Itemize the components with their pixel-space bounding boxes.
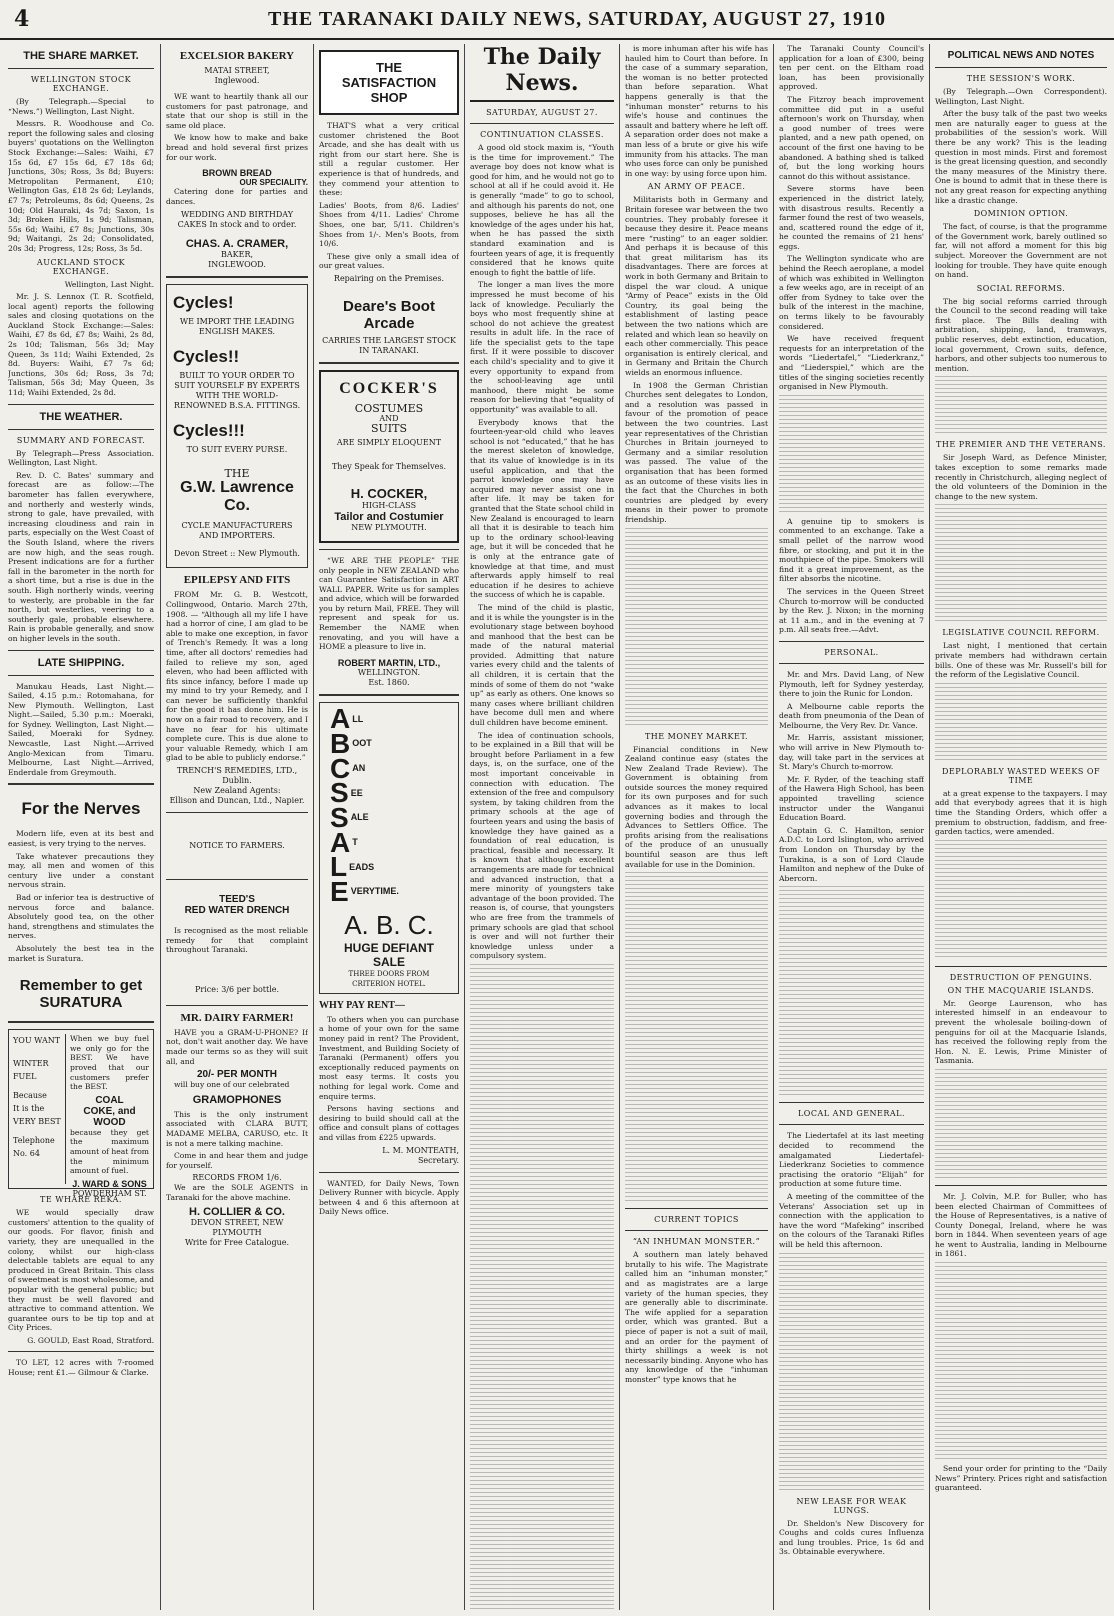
ad-text: Come in and hear them and judge for yourself.: [166, 1151, 308, 1170]
penguins-heading: DESTRUCTION OF PENGUINS.: [949, 972, 1093, 982]
abc-initial: A: [330, 826, 351, 858]
abc-word: OOT: [352, 738, 372, 749]
article-text: Dr. Sheldon's New Discovery for Coughs and colds cures Influenza and lung troubles. Price, 1s 6d and 3s. Obtainable everywhere.: [779, 1518, 924, 1557]
article-text-continued: [935, 840, 1107, 960]
cocker-owner: H. COCKER,: [350, 485, 428, 501]
divider: [8, 404, 154, 405]
article-text: Militarists both in Germany and Britain foresee war between the two countries. They probably foresee it because they desire it. Peace means mere “rusting” to an eager soldier. And perhaps it is because of this that great militarism has its disadvantages. There are forces at work in both Germany and Britain to dispel the war cloud. A unique “Army of Peace” exists in the Old Country, its goal being the establishment of lasting peace between the two nations which are related and which lean so heavily on each other commercially. This peace organisation is entirely clerical, and in Germany and Britain the Church wields an enormous influence.: [625, 195, 768, 377]
divider: [319, 694, 459, 696]
cocker-trade: Tailor and Costumier: [334, 510, 444, 523]
dominion-heading: DOMINION OPTION.: [973, 209, 1069, 219]
brown-bread: BROWN BREAD: [202, 168, 272, 179]
abc-acrostic: [330, 703, 448, 907]
nerves-ad-heading: For the Nerves: [21, 799, 141, 819]
divider: [779, 1124, 924, 1125]
bakery-name: EXCELSIOR BAKERY: [179, 50, 295, 62]
cocker-speak: They Speak for Themselves.: [331, 461, 447, 471]
deare-line-1: Deare's Boot: [343, 297, 435, 315]
suratura-line2: SURATURA: [39, 994, 123, 1012]
cocker-place: NEW PLYMOUTH.: [351, 522, 427, 532]
divider: [8, 68, 154, 69]
premier-heading: THE PREMIER AND THE VETERANS.: [936, 440, 1106, 450]
session-heading: THE SESSION'S WORK.: [966, 74, 1076, 83]
cocker-and: AND: [379, 413, 399, 423]
ad-text: Is recognised as the most reliable remedy for that complaint throughout Taranaki.: [166, 926, 308, 955]
auckland-exchange-heading: AUCKLAND STOCK EXCHANGE.: [36, 257, 126, 276]
cycles-firm-2: Co.: [224, 497, 250, 515]
ad-text: We know how to make and bake bread and hold several first prizes for our work.: [166, 133, 308, 162]
cocker-suits: SUITS: [370, 421, 408, 435]
article-text: Rev. D. C. Bates' summary and forecast are as follow:—The barometer has fallen everywhere, and northerly and westerly winds, strong to gale, have prevailed, with increasing cloudiness and rain in parts, especially on the West Coast of the South Island, where the rivers are now high, and the seas rough. Present indications are for a further fall in the barometer in the north for a short time, but a rise is due in the south. High northerly winds, veering to westerly, are probable in the far north, but westerlies, veering to a southerly gale, probable elsewhere. Rain is probable generally, and snow on higher levels in the south.: [8, 470, 154, 643]
abc-where: THREE DOORS FROM CRITERION HOTEL.: [348, 969, 430, 988]
article-text: The idea of continuation schools, to be explained in a Bill that will be brought before Parliament in a few days, is, on the surface, one of the most important conceivable in connection with education. The extension of the free and compulsory system, by taking children from the primary schools at the age of fourteen years and using the basis of knowledge they have gained as a foundation of real education, is practical, feasible and necessary. It is known that although excellent arrangements are made for technical and advanced instruction, that a mere minority of youngsters take advantage of the boon provided. The reason is, of course, that youngsters who are free from the trammels of primary schools are glad that school is over and will not further their knowledge unless under a compulsory system.: [470, 730, 614, 961]
article-text: Mr. J. Colvin, M.P. for Buller, who has been elected Chairman of Committees of the House of Representatives, is a native of County Donegal, Ireland, where he was born in 1844. When seventeen years of age he went to Australia, landing in Melbourne in 1861.: [935, 1191, 1107, 1259]
epilepsy-heading: EPILEPSY AND FITS: [183, 574, 291, 587]
abc-initial: S: [330, 801, 349, 833]
article-text: Mr. Harris, assistant missioner, who will arrive in New Plymouth to-day, will take part in the services at St. Mary's Church to-morrow.: [779, 733, 924, 772]
abc-initial: L: [330, 851, 348, 883]
page-number: 4: [14, 6, 30, 32]
fuel-ad-right: [65, 1034, 149, 1198]
ad-text: WE would specially draw customers' attention to the quality of our goods. For flavor, finish and variety, they are unequalled in the colony, whilst our high-class delectable tablets are equal to any produced in Great Britain. This class of sweetmeat is most wholesome, and popular with the general public; but they must be well flavored and attractive to command attention. We guarantee ours to be tip top and at City Prices.: [8, 1208, 154, 1333]
epilepsy-agents-2: Ellison and Duncan, Ltd., Napier.: [169, 796, 305, 806]
very-best: VERY BEST: [13, 1117, 61, 1127]
column-2: [166, 44, 308, 1610]
collier-address: DEVON STREET, NEW PLYMOUTH: [190, 1217, 284, 1237]
column-5: [625, 44, 768, 1610]
abc-sale: HUGE DEFIANT SALE: [344, 940, 434, 969]
weeks-heading: DEPLORABLY WASTED WEEKS OF TIME: [941, 766, 1101, 785]
abc-word: T: [352, 836, 358, 847]
epilepsy-agents: New Zealand Agents:: [193, 786, 281, 796]
article-text: Mr. F. Ryder, of the teaching staff of the Hawera High School, has been appointed travelling science instructor under the Wanganui Education Board.: [779, 774, 924, 823]
collier-firm: H. COLLIER & CO.: [189, 1205, 285, 1218]
article-text: at a great expense to the taxpayers. I may add that everybody agrees that it is high time the Standing Orders, which offer a premium to obstruction, faddism, and free-garden tactics, were amended.: [935, 788, 1107, 837]
editorial-date: SATURDAY, AUGUST 27.: [486, 108, 598, 117]
abc-initial: E: [330, 875, 349, 907]
newspaper-title: THE TARANAKI DAILY NEWS, SATURDAY, AUGUST 27, 1910: [268, 8, 886, 30]
rent-signature: L. M. MONTEATH,: [382, 1145, 459, 1155]
cocker-eloquent: ARE SIMPLY ELOQUENT: [336, 437, 442, 447]
article-text: The longer a man lives the more impressed he must become of his lack of knowledge. Peculiarly the boys who most frequently shine at school do not achieve the greatest results in adult life. In the race of life the specialist gets to the tape first. If it were possible to discover each child's speciality and to give it every opportunity to expand from the school-leaving age until manhood, there might be some reason for believing that “equality of opportunity” was available to all.: [470, 280, 614, 415]
satisfaction-line-1: THE: [376, 60, 402, 75]
shipping-heading: LATE SHIPPING.: [37, 656, 125, 669]
article-text: In 1908 the German Christian Churches sent delegates to London, and a resolution was passed in favour of the promotion of peace between the two countries. Last year representatives of the Christian Churches in Britain journeyed to Germany and a similar resolution was passed. The value of the organisation that has been formed as an outcome of these visits lies in the fact that the Churches in both countries are pledged by every means in their power to promote friendship.: [625, 380, 768, 524]
article-text: A genuine tip to smokers is commented to an exchange. Take a small pellet of the narrow wood fibre, or stocking, and put it in the mouthpiece of the pipe. Smokers will find it a great improvement, as the filter absorbs the nicotine.: [779, 516, 924, 584]
masthead: [0, 0, 1114, 40]
monster-heading: “AN INHUMAN MONSTER.”: [632, 1237, 761, 1247]
wood: WOOD: [93, 1116, 126, 1128]
rewa-signature: G. GOULD, East Road, Stratford.: [27, 1335, 154, 1345]
column-rule: [160, 44, 161, 1610]
column-3: [319, 44, 459, 1610]
fuel-firm: J. WARD & SONS: [72, 1178, 147, 1189]
fuel-ad: [8, 1029, 154, 1198]
divider: [166, 276, 308, 278]
ad-text: will buy one of our celebrated: [174, 1080, 290, 1090]
divider: [8, 1351, 154, 1352]
topics-heading: CURRENT TOPICS: [654, 1215, 739, 1225]
cycles-heading-3: Cycles!!!: [173, 421, 245, 441]
ad-text: Modern life, even at its best and easiest, is very trying to the nerves.: [8, 829, 154, 849]
article-text-continued: [625, 528, 768, 728]
article-text-continued: [935, 1069, 1107, 1179]
ad-text: We are the SOLE AGENTS in Taranaki for the above machine.: [166, 1183, 308, 1202]
coke: COKE, and: [83, 1105, 136, 1117]
divider: [935, 1185, 1107, 1186]
fuel-street: POWDERHAM ST.: [72, 1188, 147, 1198]
article-text: Sir Joseph Ward, as Defence Minister, takes exception to some remarks made recently in Christchurch, alleging neglect of the old volunteers of the Dominion in the change to the new system.: [935, 453, 1107, 501]
coal: COAL: [95, 1094, 124, 1106]
it-is-the: It is the: [13, 1104, 45, 1114]
bakery-place: INGLEWOOD.: [208, 260, 266, 270]
martin-firm: ROBERT MARTIN, LTD.,: [337, 657, 441, 668]
cocker-name: COCKER'S: [339, 379, 439, 397]
ad-text: “WE ARE THE PEOPLE” THE only people in NEW ZEALAND who can Guarantee Satisfaction in ART WALL PAPER. Write us for samples and advice, which will be forwarded you by return Mail, FREE. They will represent and speak for us. Remember the NAME when renovating, and you will have a HOME a pleasure to live in.: [319, 555, 459, 652]
article-text: The Liedertafel at its last meeting decided to recommend the amalgamated Liedertafel-Liederkranz Societies to commence practising the oratorio “Elijah” for production at some future time.: [779, 1131, 924, 1189]
article-text: A meeting of the committee of the Veterans' Association set up in connection with the application to have the word “Mafeking” inscribed on the colours of the Taranaki Rifles will be held this afternoon.: [779, 1191, 924, 1249]
ad-text: These give only a small idea of our great values.: [319, 251, 459, 271]
divider: [8, 650, 154, 651]
article-text-continued: [935, 683, 1107, 763]
ad-text: HAVE you a GRAM-U-PHONE? If not, don't wait another day. We have made our terms so as they will suit all, and: [166, 1027, 308, 1066]
classes-heading: CONTINUATION CLASSES.: [480, 130, 604, 139]
divider: [935, 966, 1107, 967]
article-text: The mind of the child is plastic, and it is while the youngster is in the evolutionary stage between boyhood and manhood that the best can be made of the natural material provided. Admitting that nature varies every child and the talents of all children, it is certain that the minds of some of them do not “wake up” as early as others. One knows so many cases where brilliant children have become dull men and where dull children have become eminent.: [470, 602, 614, 728]
column-1: [8, 44, 154, 1610]
ad-text: Take whatever precautions they may, all men and women of this century live under a constant nervous strain.: [8, 851, 154, 890]
article-text: The Taranaki County Council's application for a loan of £300, being ten per cent. on the Eltham road loan, has been provisionally approved.: [779, 44, 924, 92]
article-text: The services in the Queen Street Church to-morrow will be conducted by the Rev. J. Nixon; in the morning at 11 a.m., and in the evening at 7 p.m. All seats free.—Advt.: [779, 586, 924, 635]
martin-place: WELLINGTON.: [357, 667, 421, 677]
political-heading: POLITICAL NEWS AND NOTES: [947, 50, 1095, 61]
abc-ad: [319, 702, 459, 994]
lease-heading: NEW LEASE FOR WEAK LUNGS.: [796, 1496, 907, 1515]
teed-heading: TEED'S: [219, 894, 255, 906]
satisfaction-line-2: SATISFACTION: [341, 75, 437, 90]
teed-price: Price: 3/6 per bottle.: [194, 984, 280, 994]
cocker-ad: [319, 370, 459, 543]
deare-line-2: Arcade: [363, 314, 415, 332]
article-text: Manukau Heads, Last Night.—Sailed, 4.15 p.m.: Rotomahana, for New Plymouth. Wellington, Last Night.—Sailed, 5.30 p.m.: Moeraki, for Sydney. Wellington, Last Night.—Sailed, Moeraki for Sydney. Newcastle, Last Night.—Arrived Anglo-Mexican from Timaru. Melbourne, Last Night.—Arrived, Enderdale from Greymouth.: [8, 681, 154, 777]
council-heading: LEGISLATIVE COUNCIL REFORM.: [942, 628, 1100, 638]
abc-row: [330, 875, 448, 907]
article-text: Everybody knows that the fourteen-year-old child who leaves school is not “educated,” that he has the merest skeleton of knowledge, that its value of knowledge is in its useful application, and that the parrot knowledge one may have acquired may never assist one in after life. It may be taken for granted that the State school child in New Zealand is encouraged to learn all that it is desirable to teach him up to the ordinary school-leaving age, but it will be conceded that he is only at the entrance gate of knowledge at that time, and must afterwards apply himself to real education if he desires to achieve the success of which he is capable.: [470, 417, 614, 600]
column-6: [779, 44, 924, 1610]
cycles-firm-1: G.W. Lawrence: [180, 479, 294, 497]
fuel-ad-left: [13, 1034, 61, 1184]
abc-word: ALE: [350, 812, 369, 823]
divider: [8, 1021, 154, 1023]
divider: [779, 1102, 924, 1103]
personal-heading: PERSONAL.: [824, 647, 879, 657]
abc-initial: A: [330, 703, 351, 735]
teed-subheading: RED WATER DRENCH: [184, 905, 290, 917]
article-text-continued: [779, 1253, 924, 1493]
byline: Wellington, Last Night.: [64, 279, 154, 289]
price-list: Ladies' Boots, from 8/6. Ladies' Shoes from 4/11. Ladies' Chrome Shoes, one bar, 5/11. Children's Shoes from 1/-. Men's Boots, from 10/6.: [319, 200, 459, 249]
ad-text: Absolutely the best tea in the market is Suratura.: [8, 943, 154, 963]
article-text: After the busy talk of the past two weeks men are naturally eager to guess at the probabilities of the session's work. Will there be any work? This is the leading question in most minds. First and foremost is the great licensing question, and secondly the many measures of the Ministry there. One is bound to admit that in these there is not any great reason for expecting anything like a drastic change.: [935, 109, 1107, 205]
divider: [8, 783, 154, 785]
article-text-continued: [779, 886, 924, 1096]
bakery-trade: BAKER,: [220, 250, 254, 260]
epilepsy-firm: TRENCH'S REMEDIES, LTD., Dublin.: [176, 766, 298, 786]
abc-word: LL: [352, 713, 364, 724]
cocker-costumes: COSTUMES: [354, 401, 424, 415]
abc-initial: C: [330, 752, 351, 784]
satisfaction-line-3: SHOP: [370, 90, 408, 105]
article-text-continued: [935, 1262, 1107, 1462]
rent-heading: WHY PAY RENT—: [319, 999, 405, 1011]
divider: [166, 812, 308, 813]
divider: [319, 549, 459, 550]
cycles-ad: [166, 284, 308, 568]
abc-initial: B: [330, 728, 351, 760]
dairy-price: 20/- PER MONTH: [196, 1069, 277, 1081]
peace-heading: AN ARMY OF PEACE.: [647, 182, 746, 192]
gramophones: GRAMOPHONES: [192, 1093, 282, 1106]
cycles-address: Devon Street :: New Plymouth.: [174, 549, 300, 559]
money-heading: THE MONEY MARKET.: [644, 731, 749, 741]
macquarie-heading: ON THE MACQUARIE ISLANDS.: [947, 985, 1095, 995]
satisfaction-shop-box: [319, 50, 459, 115]
divider: [319, 1172, 459, 1173]
rent-secretary: Secretary.: [417, 1155, 459, 1165]
cycles-text-1: WE IMPORT THE LEADING ENGLISH MAKES.: [179, 317, 295, 337]
you-want: YOU WANT: [13, 1036, 61, 1046]
collier-catalogue: Write for Free Catalogue.: [184, 1237, 290, 1247]
abc-row: [330, 826, 448, 858]
ad-text: Catering done for parties and dances.: [166, 187, 308, 206]
deare-sub: CARRIES THE LARGEST STOCK IN TARANAKI.: [322, 335, 456, 355]
rewa-heading: TE WHARE REKA.: [40, 1195, 122, 1205]
cycles-heading-2: Cycles!!: [173, 347, 240, 367]
article-text: The big social reforms carried through the Council to the second reading will take first place. The Bills dealing with arbitration, shipping, land, tramways, public reserves, debt extinction, education, local government, Crown suits, defence, harbors, and other subjects too numerous to mention.: [935, 296, 1107, 373]
cycles-heading-1: Cycles!: [173, 293, 234, 313]
divider: [8, 675, 154, 676]
ad-text: To others when you can purchase a home of your own for the same money paid in rent? The Provident, Investment, and Building Society of Taranaki (Permanent) offers you exceptionally reduced payments on most easy terms. It costs you nothing for legal work. Come and enquire terms.: [319, 1014, 459, 1101]
divider: [166, 1005, 308, 1006]
daily-news-logo: The Daily News.: [470, 44, 614, 102]
column-7: [935, 44, 1107, 1610]
abc-word: EE: [350, 787, 363, 798]
winter-fuel: WINTER FUEL: [13, 1059, 49, 1082]
article-text: Last night, I mentioned that certain private members had withdrawn certain bills. One of these was Mr. Russell's bill for the reform of the Legislative Council.: [935, 641, 1107, 680]
article-text: Mr. George Laurenson, who has interested himself in an endeavour to prevent the wholesale boiling-down of penguins for oil at the Macquarie Islands, has received the following reply from the Hon. N. E. Lewis, Prime Minister of Tasmania.: [935, 998, 1107, 1066]
local-heading: LOCAL AND GENERAL.: [797, 1109, 906, 1119]
article-text-continued: [935, 504, 1107, 624]
divider: [625, 1230, 768, 1231]
article-text: Mr. and Mrs. David Lang, of New Plymouth, left for Sydney yesterday, there to join the Runic for London.: [779, 669, 924, 699]
article-text-continued: [470, 964, 614, 1610]
classified-text: WANTED, for Daily News, Town Delivery Runner with bicycle. Apply between 4 and 6 this afternoon at Daily News office.: [319, 1178, 459, 1217]
article-text: We have received frequent requests for an interpretation of the words “Liedertafel,” “Liederkranz,” and “Liederspiel,” which are the titles of the singing societies recently organised in New Plymouth.: [779, 334, 924, 392]
abc-word: EADS: [349, 861, 375, 872]
column-rule: [464, 44, 465, 1610]
article-text: The Wellington syndicate who are behind the Reech aeroplane, a model of which was exhibited in Wellington a few weeks ago, are in receipt of an offer from Sydney to take over the bulk of the interest in the machine, on terms likely to be favourably considered.: [779, 254, 924, 331]
share-market-heading: THE SHARE MARKET.: [23, 50, 139, 62]
ad-text: Bad or inferior tea is destructive of nervous force and balance. Absolutely good tea, on the other hand, strengthens and stimulates the nerves.: [8, 893, 154, 941]
divider: [8, 429, 154, 430]
records-price: RECORDS FROM 1/6.: [192, 1173, 282, 1183]
article-text: A southern man lately behaved brutally to his wife. The Magistrate called him an “inhuman monster,” and as magistrates are a large variety of the human species, they are generally able to discriminate. The wife applied for a separation order, which was granted. But a piece of paper is not a suit of mail, and an order for the payment of thirty shillings a week is not necessarily binding. Anyone who has any knowledge of the “inhuman monster” type knows that he: [625, 1250, 768, 1384]
article-text: Severe storms have been experienced in the district lately, with disastrous results. Recently a farmer found the rest of two weasels, and, scattered round the edge of it, he counted the remains of 21 hens' eggs.: [779, 184, 924, 251]
telephone: Telephone No. 64: [13, 1136, 55, 1159]
ad-text: FROM Mr. G. B. Westcott, Collingwood, Ontario. March 27th, 1908. — “Although all my life I have had a horror of cine, I am glad to be able to make one exception, in favor of Trench's Remedy. It was a long time, after all doctors' remedies had failed to relieve my son, aged eleven, who had been afflicted with fits since infancy, before I made up my mind to try your Remedy, and I can never be sufficiently thankful for the good it has done him. He is now on a fair road to recovery, and I have no fear for his ultimate complete cure. This is due alone to your valuable Remedy, which I am glad to be able to publicly endorse.”: [166, 590, 308, 763]
article-text: A good old stock maxim is, “Youth is the time for improvement.” The average boy does not know what is good for him, and he would not go to school at all if he could avoid it. He is generally “made” to go to school, and although his parents do not, one supposes, believe he has all the knowledge of the ages under his hat, when he has passed the sixth standard examination and is fourteen years of age, it is frequently considered that he knows quite enough to fight the battle of life.: [470, 143, 614, 277]
column-rule: [773, 44, 774, 1610]
cakes: WEDDING AND BIRTHDAY CAKES In stock and to order.: [177, 210, 297, 230]
abc-letters: A. B. C.: [344, 909, 434, 940]
wellington-exchange-heading: WELLINGTON STOCK EXCHANGE.: [30, 75, 132, 93]
ad-text: Persons having sections and desiring to build should call at the office and consult plans of cottages and villas from £225 upwards.: [319, 1104, 459, 1142]
column-4: [470, 44, 614, 1610]
byline: (By Telegraph.—Own Correspondent). Wellington, Last Night.: [935, 87, 1107, 106]
column-rule: [313, 44, 314, 1610]
weather-subheading: SUMMARY AND FORECAST.: [16, 435, 146, 445]
ad-text: THAT'S what a very critical customer christened the Boot Arcade, and she has dealt with us right from our start here. She is still a regular customer. Her experience is that of hundreds, and they commend your attention to these:: [319, 121, 459, 198]
article-text: Captain G. C. Hamilton, senior A.D.C. to Lord Islington, who arrived from London on Thursday by the Turakina, is a son of Lord Claude Hamilton and nephew of the Duke of Abercorn.: [779, 825, 924, 883]
divider: [779, 663, 924, 664]
article-text: Messrs. R. Woodhouse and Co. report the following sales and closing buyers' quotations on the Wellington Stock Exchange:—Sales: Waihi, £7 15s 6d, £7 15s 6d, £7 18s 6d; Junctions, 30s; Ross, 3s 8d; Buyers: Metropolitan Permanent, £10; Wellington Gas, £18 2s 6d; Leylands, £7 7s; Petroleums, 8s 6d; Queens, 2s 10d; Old Hauraki, 4s 7d; Saxon, 1s 3d; Broken Hills, 1s 9d; Talisman, 55s 6d; Waihi, £7 8s; Junctions, 30s 9d; Waitangi, 2s 2d; Consolidated, 20s 3d; Progress, 12s; Ross, 3s 5d.: [8, 119, 154, 253]
bakery-street: MATAI STREET,: [204, 66, 270, 75]
cycles-the: THE: [224, 467, 250, 481]
column-rule: [929, 44, 930, 1610]
article-text: Send your order for printing to the “Daily News” Printery. Prices right and satisfaction guaranteed.: [935, 1464, 1107, 1493]
ad-text: When we buy fuel we only go for the BEST. We have proved that our customers prefer the BEST.: [70, 1034, 149, 1092]
article-text: The Fitzroy beach improvement committee did put in a useful afternoon's work on Thursday, when a good number of trees were planted, and a new path opened, on account of the first one having to be abandoned. A bathing shed is talked of, but the long working hours cannot do this without assistance.: [779, 94, 924, 181]
weather-heading: THE WEATHER.: [39, 410, 123, 423]
abc-initial: S: [330, 777, 349, 809]
bakery-town: Inglewood.: [214, 76, 260, 85]
abc-word: AN: [352, 763, 366, 774]
martin-est: Est. 1860.: [368, 677, 410, 687]
ad-text: because they get the maximum amount of heat from the minimum amount of fuel.: [70, 1127, 149, 1176]
divider: [319, 362, 459, 364]
divider: [470, 123, 614, 124]
social-heading: SOCIAL REFORMS.: [976, 283, 1066, 293]
divider: [935, 67, 1107, 68]
article-text: Financial conditions in New Zealand continue easy (states the New Zealand Trade Review). The Government is obtaining from outside sources the money required for its own purposes and for such advances as it makes to local governing bodies and through the Advances to Settlers Office. The profits arising from the realisations of the produce of an unusually bountiful season are thus left available for use in the Dominion.: [625, 744, 768, 869]
ad-text: This is the only instrument associated with CLARA BUTT, MADAME MELBA, CARUSO, etc. It is not a mere talking machine.: [166, 1109, 308, 1148]
suratura-line1: Remember to get: [19, 977, 143, 995]
article-text: Mr. J. S. Lennox (T. R. Scotfield, local agent) reports the following sales and closing quotations on the Auckland Stock Exchange:—Sales: Waihi, £7 8s 6d, £7 8s; Waihi, 2s 8d, 2s 10d; Talisman, 56s 3d; May Queen, 3s 11d; Waihi Extended, 2s 8d. Buyers: Waihi, £7 7s 6d; Junctions, 30s 6d; Ross, 3s 7d; Talisman, 56s 3d; May Queen, 3s 11d; Waihi Extended, 2s 8d.: [8, 292, 154, 398]
byline: (By Telegraph.—Special to “News.”) Wellington, Last Night.: [8, 97, 154, 116]
cocker-class: HIGH-CLASS: [361, 500, 417, 510]
bakery-owner: CHAS. A. CRAMER,: [185, 238, 289, 251]
notice-to-farmers: NOTICE TO FARMERS.: [189, 841, 285, 851]
article-text-continued: [935, 376, 1107, 436]
article-text-continued: [625, 872, 768, 1202]
classified-text: TO LET, 12 acres with 7-roomed House; rent £1.— Gilmour & Clarke.: [8, 1358, 154, 1378]
because: Because: [13, 1091, 47, 1101]
repairing: Repairing on the Premises.: [333, 273, 445, 283]
dairy-heading: MR. DAIRY FARMER!: [180, 1011, 294, 1024]
article-text: is more inhuman after his wife has hauled him to Court than before. In the case of a summary separation, the woman is no better protected than before separation. What happens generally is that the “inhuman monster” returns to his wife's house and continues the assault and battery where he left off. A separation order does not make a man less of a brute or give his wife immunity from his attacks. The man who uses force can only be punished in one way: by using force upon him.: [625, 44, 768, 178]
column-rule: [619, 44, 620, 1610]
byline: By Telegraph—Press Association. Wellington, Last Night.: [8, 448, 154, 468]
abc-word: VERYTIME.: [350, 886, 399, 897]
cycles-text-3: TO SUIT EVERY PURSE.: [186, 445, 288, 455]
ad-text: WE want to heartily thank all our customers for past patronage, and state that our shop is still in the same old place.: [166, 92, 308, 130]
divider: [779, 641, 924, 642]
speciality: OUR SPECIALITY.: [239, 178, 308, 188]
divider: [166, 879, 308, 880]
article-text-continued: [779, 395, 924, 515]
cycles-trade: CYCLE MANUFACTURERS AND IMPORTERS.: [181, 521, 293, 541]
article-text: The fact, of course, is that the programme of the Government work, barely outlined so far, will not afford a moment for this big subject. Moreover the Government are not looking for trouble. They have quite enough on hand.: [935, 222, 1107, 280]
article-text: A Melbourne cable reports the death from pneumonia of the Dean of Melbourne, the Very Rev. Dr. Vance.: [779, 701, 924, 730]
divider: [625, 1208, 768, 1209]
cycles-text-2: BUILT TO YOUR ORDER TO SUIT YOURSELF BY EXPERTS WITH THE WORLD-RENOWNED B.S.A. FITTINGS.: [173, 371, 301, 411]
